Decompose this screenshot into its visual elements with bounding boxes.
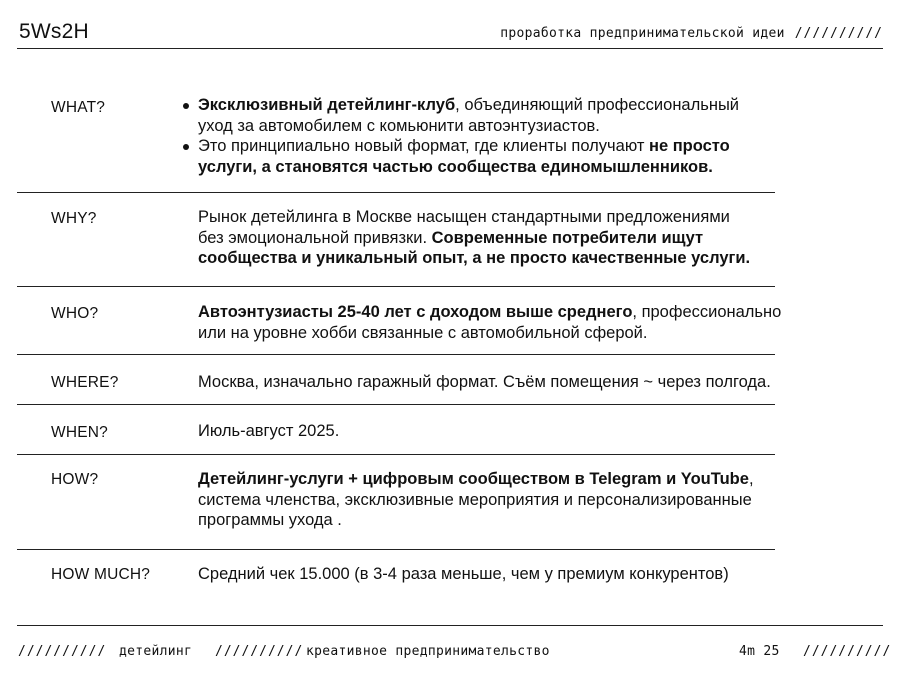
text: программы ухода . [198, 511, 342, 529]
row-label: HOW? [51, 471, 99, 488]
text: Июль-август 2025. [198, 422, 340, 440]
bold-text: Детейлинг-услуги + цифровым сообществом в Telegram и YouTube [198, 470, 749, 488]
page-number: 4m 25 [739, 644, 780, 659]
header-divider [17, 48, 883, 49]
footer-course: креативное предпринимательство [306, 644, 550, 659]
list-item [198, 136, 739, 177]
row-label: WHERE? [51, 374, 119, 391]
page-title: 5Ws2H [19, 20, 89, 43]
row-label: WHAT? [51, 99, 106, 116]
bold-text: услуги, а становятся частью сообщества единомышленников. [198, 157, 713, 176]
decorative-slashes: ////////// [18, 644, 107, 659]
row-content [198, 372, 771, 393]
decorative-slashes: ////////// [803, 644, 892, 659]
footer-divider [17, 625, 883, 626]
text: без эмоциональной привязки. [198, 228, 432, 247]
row-content [198, 95, 739, 177]
text: Средний чек 15.000 (в 3-4 раза меньше, чем у премиум конкурентов) [198, 565, 729, 583]
row-divider [17, 454, 775, 455]
row-label: HOW MUCH? [51, 566, 151, 583]
bold-text: Современные потребители ищут [431, 228, 704, 247]
row-content [198, 469, 754, 531]
subtitle-text: проработка предпринимательской идеи [500, 26, 785, 41]
row-label: WHEN? [51, 424, 108, 441]
text: или на уровне хобби связанные с автомобильной сферой. [198, 323, 648, 342]
row-divider [17, 404, 775, 405]
text: , профессионально [632, 303, 782, 321]
row-label: WHO? [51, 305, 99, 322]
list-item [198, 95, 739, 136]
text: уход за автомобилем с комьюнити автоэнтузиастов. [198, 116, 600, 135]
header-subtitle [500, 26, 883, 41]
bold-text: Автоэнтузиасты 25-40 лет с доходом выше среднего [198, 303, 633, 321]
row-label: WHY? [51, 210, 97, 227]
row-divider [17, 354, 775, 355]
row-divider [17, 286, 775, 287]
footer-tag: детейлинг [119, 644, 193, 659]
decorative-slashes: ////////// [215, 644, 304, 659]
row-content [198, 564, 729, 585]
text: , [748, 470, 754, 488]
row-content [198, 207, 750, 269]
text: система членства, эксклюзивные мероприятия и персонализированные [198, 490, 752, 509]
bold-text: Эксклюзивный детейлинг-клуб [198, 96, 456, 114]
text: Это принципиально новый формат, где клиенты получают [198, 137, 649, 155]
row-content [198, 302, 781, 343]
bullet-list [198, 95, 739, 177]
row-divider [17, 192, 775, 193]
text: Москва, изначально гаражный формат. Съём помещения ~ через полгода. [198, 373, 771, 391]
bold-text: не просто [648, 137, 730, 155]
text: , объединяющий профессиональный [455, 96, 740, 114]
row-content [198, 421, 339, 442]
text: Рынок детейлинга в Москве насыщен стандартными предложениями [198, 208, 730, 226]
row-divider [17, 549, 775, 550]
bold-text: сообщества и уникальный опыт, а не просто качественные услуги. [198, 249, 751, 267]
decorative-slashes: ////////// [794, 26, 883, 41]
